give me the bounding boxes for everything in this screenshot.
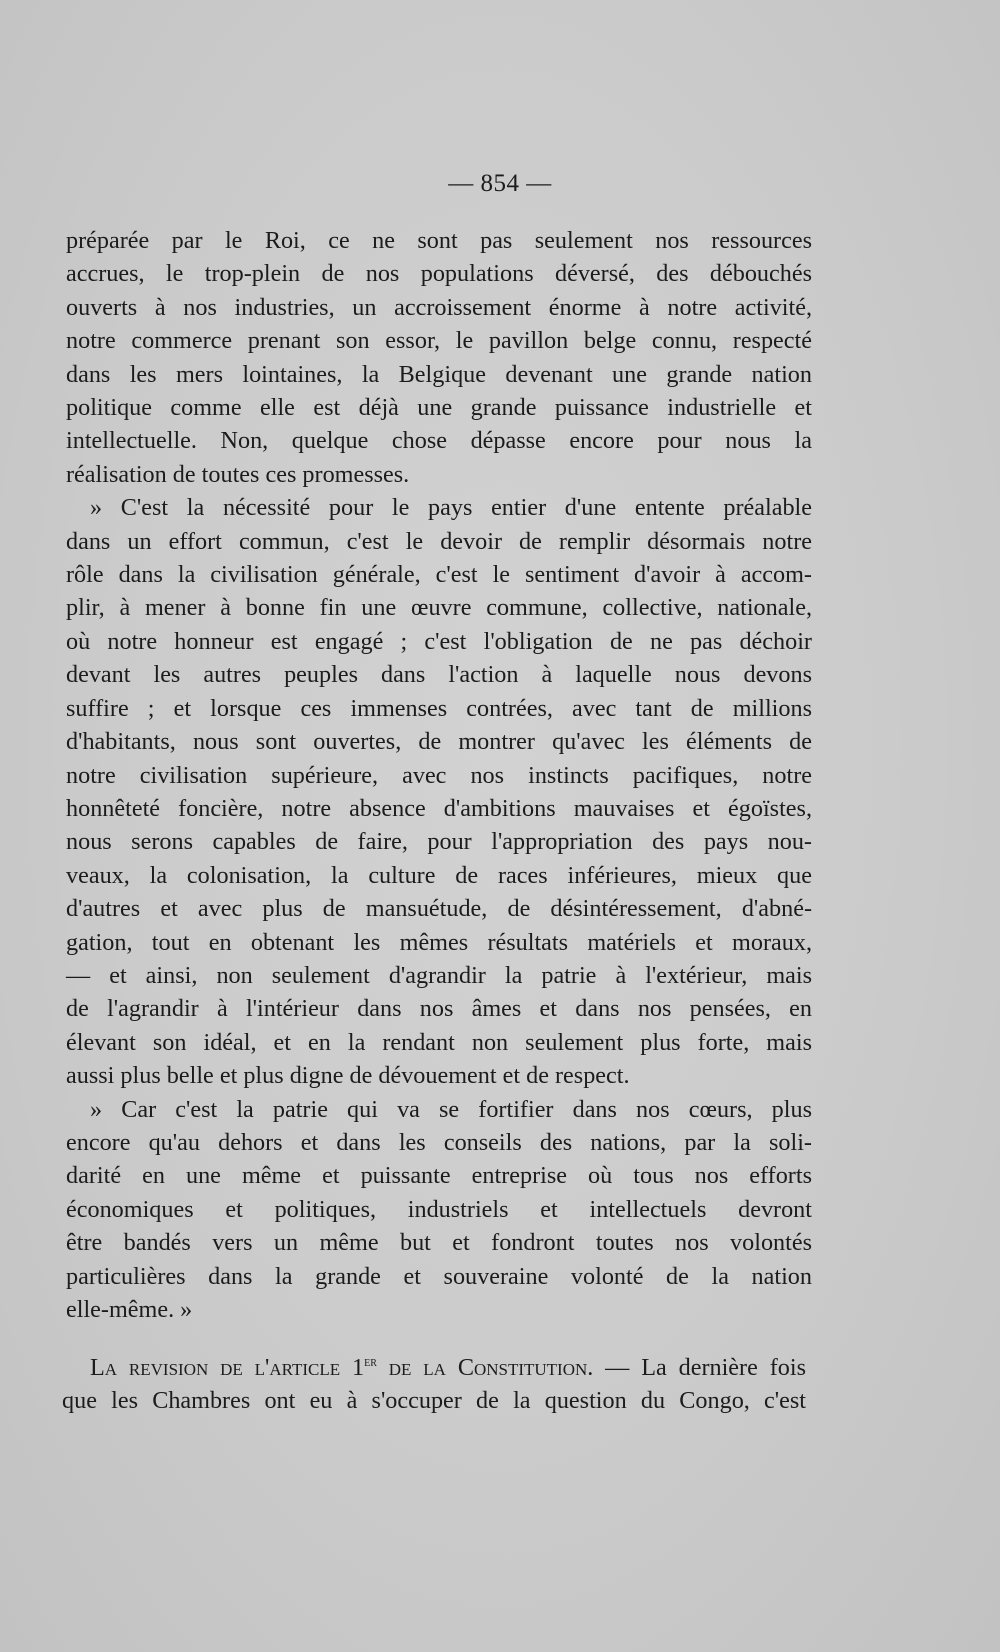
text-line: plir, à mener à bonne fin une œuvre commune, collective, nationale, [66, 594, 812, 622]
text-line: notre civilisation supérieure, avec nos instincts pacifiques, notre [66, 761, 812, 789]
text-line: dans les mers lointaines, la Belgique devenant une grande nation [66, 360, 812, 388]
section-heading-superscript: er [364, 1355, 377, 1370]
section-first-line [90, 1351, 806, 1384]
text-line: dans un effort commun, c'est le devoir de remplir désormais notre [66, 527, 812, 555]
text-line: préparée par le Roi, ce ne sont pas seulement nos ressources [66, 227, 812, 254]
section-heading [90, 1354, 593, 1381]
text-line: élevant son idéal, et en la rendant non seulement plus forte, mais [66, 1028, 812, 1056]
text-line: de l'agrandir à l'intérieur dans nos âmes et dans nos pensées, en [66, 995, 812, 1023]
text-line: intellectuelle. Non, quelque chose dépasse encore pour nous la [66, 427, 812, 455]
section-revision [62, 1351, 806, 1418]
section-heading-text-end: de la Constitution. [376, 1354, 594, 1381]
section-text: — La dernière fois [593, 1354, 806, 1381]
text-line: nous serons capables de faire, pour l'appropriation des pays nou- [66, 828, 812, 856]
text-line: rôle dans la civilisation générale, c'est le sentiment d'avoir à accom- [66, 561, 812, 589]
text-line: » C'est la nécessité pour le pays entier d'une entente préalable [90, 494, 812, 522]
text-line: accrues, le trop-plein de nos populations déversé, des débouchés [66, 260, 812, 288]
text-line: économiques et politiques, industriels et intellectuels devront [66, 1195, 812, 1223]
text-line: gation, tout en obtenant les mêmes résultats matériels et moraux, [66, 928, 812, 956]
text-line: devant les autres peuples dans l'action à laquelle nous devons [66, 661, 812, 689]
text-line: être bandés vers un même but et fondront toutes nos volontés [66, 1229, 812, 1257]
text-line: veaux, la colonisation, la culture de races inférieures, mieux que [66, 861, 812, 889]
text-line: ouverts à nos industries, un accroissement énorme à notre activité, [66, 293, 812, 321]
paragraph-1 [66, 224, 812, 491]
text-line: honnêteté foncière, notre absence d'ambitions mauvaises et égoïstes, [66, 794, 812, 822]
text-line: d'habitants, nous sont ouvertes, de montrer qu'avec les éléments de [66, 728, 812, 756]
paragraph-3 [66, 1093, 812, 1327]
text-line: — et ainsi, non seulement d'agrandir la patrie à l'extérieur, mais [66, 961, 812, 989]
paragraph-2 [66, 491, 812, 1092]
text-line: d'autres et avec plus de mansuétude, de désintéressement, d'abné- [66, 895, 812, 923]
text-line: » Car c'est la patrie qui va se fortifier dans nos cœurs, plus [90, 1095, 812, 1123]
section-heading-text: La revision de l'article 1 [90, 1354, 365, 1381]
text-line: aussi plus belle et plus digne de dévouement et de respect. [66, 1062, 630, 1090]
text-line: encore qu'au dehors et dans les conseils des nations, par la soli- [66, 1128, 812, 1156]
text-line: où notre honneur est engagé ; c'est l'obligation de ne pas déchoir [66, 627, 812, 655]
text-line: darité en une même et puissante entreprise où tous nos efforts [66, 1162, 812, 1190]
text-line: politique comme elle est déjà une grande puissance industrielle et [66, 394, 812, 422]
text-line: que les Chambres ont eu à s'occuper de la question du Congo, c'est [62, 1387, 806, 1415]
text-line: réalisation de toutes ces promesses. [66, 460, 410, 488]
text-line: notre commerce prenant son essor, le pavillon belge connu, respecté [66, 327, 812, 355]
text-line: elle-même. » [66, 1296, 193, 1323]
page-number: — 854 — [448, 170, 552, 197]
text-line: suffire ; et lorsque ces immenses contrées, avec tant de millions [66, 694, 812, 722]
text-line: particulières dans la grande et souveraine volonté de la nation [66, 1262, 812, 1290]
body-text [66, 224, 812, 1326]
